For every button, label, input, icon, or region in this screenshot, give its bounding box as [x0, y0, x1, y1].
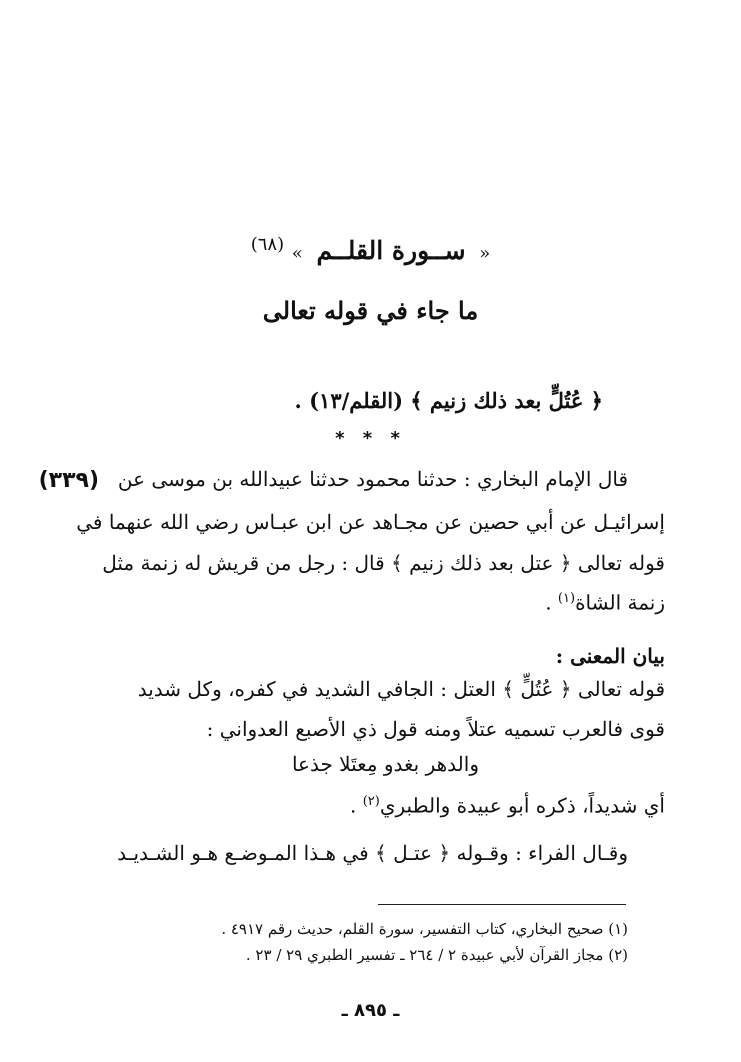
separator-stars: * * *: [335, 428, 406, 449]
footnote-ref-1: (١): [557, 591, 576, 606]
meaning-heading: بيان المعنى :: [555, 644, 665, 668]
hadith-line-1: قال الإمام البخاري : حدثنا محمود حدثنا عبيدالله بن موسى عن: [117, 467, 628, 491]
section-title: ما جاء في قوله تعالى: [262, 296, 479, 325]
meaning-line-2: قوى فالعرب تسميه عتلاً ومنه قول ذي الأصبع العدواني :: [206, 717, 665, 741]
meaning-line-4-end: .: [349, 793, 363, 818]
hadith-line-4-end: .: [545, 590, 558, 615]
surah-number: (٦٨): [250, 234, 285, 255]
footnote-divider: [378, 904, 626, 905]
meaning-last-line: وقـال الفراء : وقـوله ﴿ عتـل ﴾ في هـذا المـوضـع هـو الشـديـد: [117, 841, 628, 865]
hadith-line-3: قوله تعالى ﴿ عتل بعد ذلك زنيم ﴾ قال : رجل من قريش له زنمة مثل: [102, 551, 665, 575]
footnote-1: (١) صحيح البخاري، كتاب التفسير، سورة القلم، حديث رقم ٤٩١٧ .: [221, 920, 628, 938]
footnote-2: (٢) مجاز القرآن لأبي عبيدة ٢ / ٢٦٤ ـ تفسير الطبري ٢٩ / ٢٣ .: [245, 946, 628, 964]
open-bracket: «: [479, 243, 491, 264]
hadith-number: (٣٣٩): [38, 468, 99, 493]
close-bracket: »: [291, 243, 303, 264]
meaning-line-4: [350, 795, 665, 816]
verse-text: ﴿ عُتُلٍّ بعد ذلك زنيم ﴾ (القلم/١٣) .: [294, 388, 603, 413]
meaning-line-4-text: أي شديداً، ذكره أبو عبيدة والطبري: [379, 793, 665, 818]
hadith-line-2: إسرائيـل عن أبي حصين عن مجـاهد عن ابن عبـاس رضي الله عنهما في: [76, 510, 665, 534]
poetry-line: والدهر بغدو مِعتَلا جذعا: [291, 752, 479, 776]
surah-heading: [0, 236, 741, 263]
hadith-line-4: [545, 592, 665, 613]
surah-name: ســورة القلــم: [316, 236, 466, 265]
footnote-ref-2: (٢): [362, 794, 380, 809]
page-number: ـ ٨٩٥ ـ: [341, 1000, 400, 1021]
meaning-line-1: قوله تعالى ﴿ عُتُلٍّ ﴾ العتل : الجافي الشديد في كفره، وكل شديد: [137, 677, 665, 701]
hadith-line-4-text: زنمة الشاة: [575, 590, 665, 615]
